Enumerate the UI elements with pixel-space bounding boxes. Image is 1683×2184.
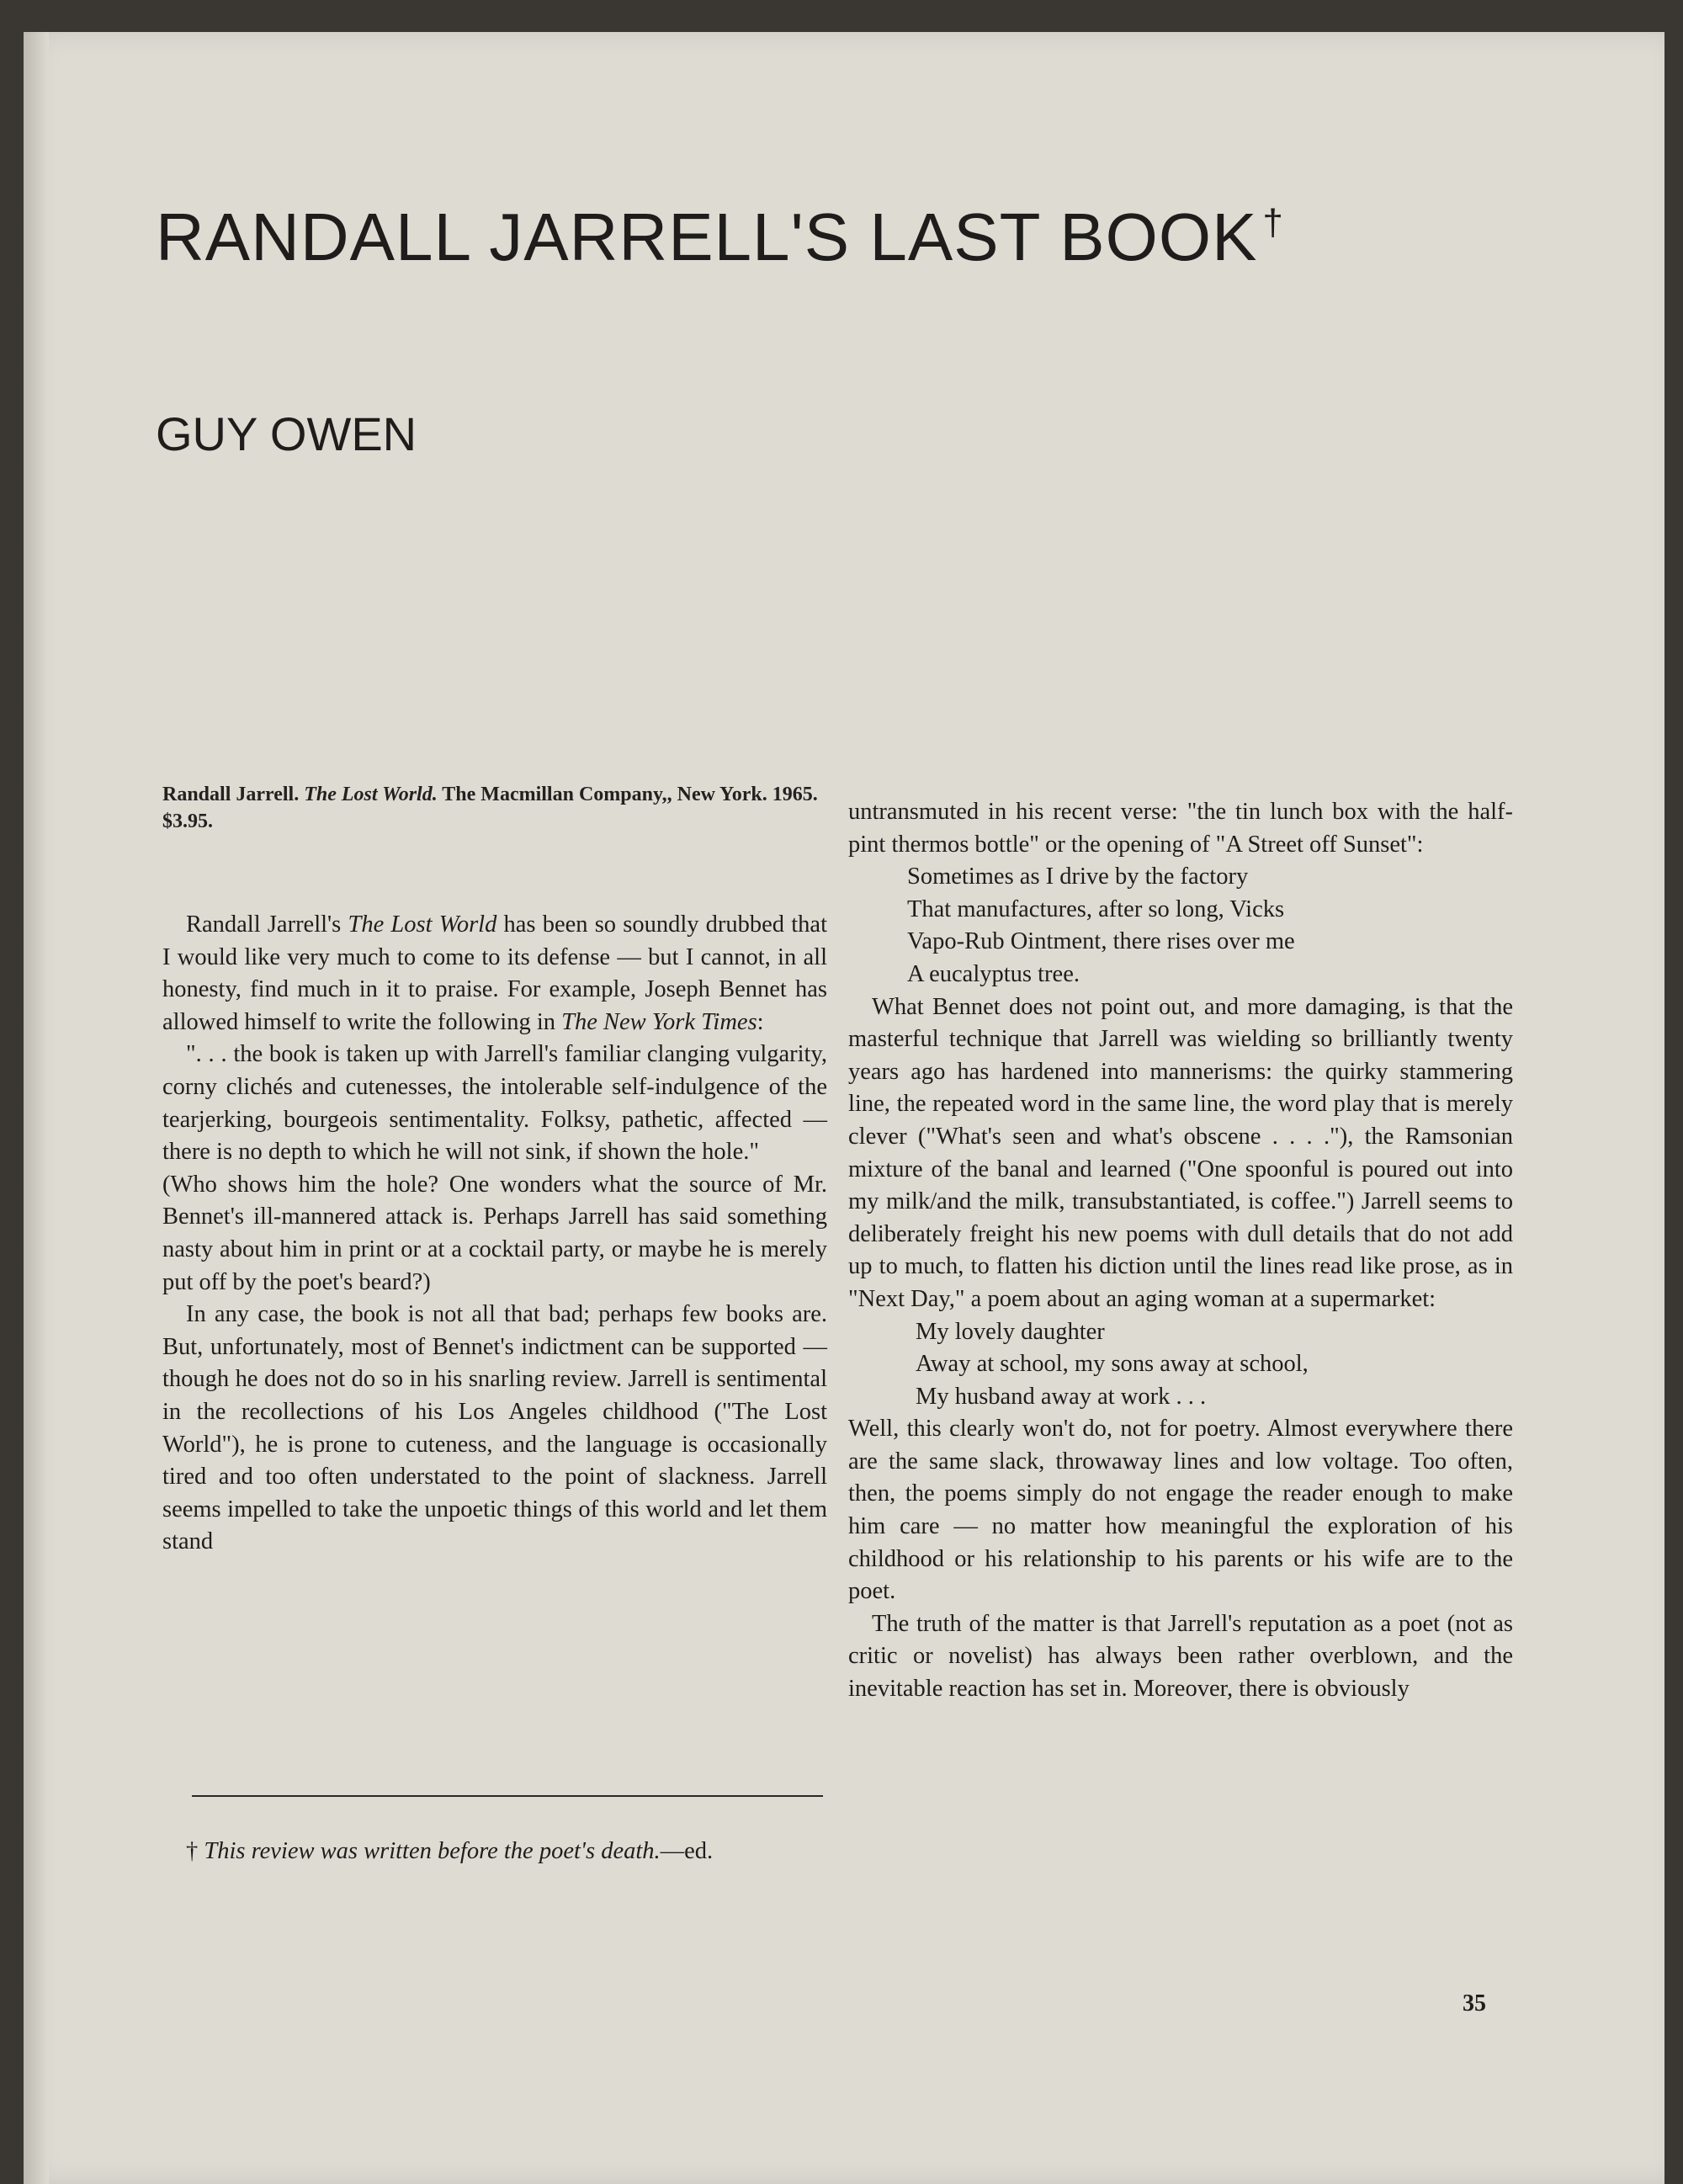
book-citation: Randall Jarrell. The Lost World. The Macmillan Company,, New York. 1965. $3.95. (162, 784, 818, 832)
right-column (848, 796, 1513, 1706)
citation-book-title: The Lost World. (304, 784, 438, 805)
paragraph: (Who shows him the hole? One wonders what the source of Mr. Bennet's ill-mannered attack is. Perhaps Jarrell has said something nasty about him in print or at a cocktail party, or maybe he is merely put off by the poet's beard?) (162, 1171, 827, 1295)
paragraph: In any case, the book is not all that bad; perhaps few books are. But, unfortunately, most of Bennet's indictment can be supported — though he does not do so in his snarling review. Jarrell is sentimental in the recollections of his Los Angeles childhood ("The Lost World"), he is prone to cuteness, and the language is occasionally tired and too often understated to the point of slackness. Jarrell seems impelled to take the unpoetic things of this world and let them stand (162, 1301, 827, 1555)
paragraph: untransmuted in his recent verse: "the tin lunch box with the half-pint thermos bottle" or the opening of "A Street off Sunset": (848, 799, 1513, 858)
paragraph: The truth of the matter is that Jarrell's reputation as a poet (not as critic or novelist) has always been rather overblown, and the inevitable reaction has set in. Moreover, there is obviously (848, 1610, 1513, 1703)
footnote-rule (192, 1795, 823, 1797)
verse-line: My lovely daughter (916, 1318, 1105, 1345)
footnote: † This review was written before the poet's death.—ed. (186, 1838, 714, 1864)
poem-excerpt (848, 861, 1513, 991)
dagger-mark: † (1262, 202, 1284, 243)
verse-line: Sometimes as I drive by the factory (907, 864, 1249, 890)
paragraph: Randall Jarrell's The Lost World has been so soundly drubbed that I would like very much to come to its defense — but I cannot, in all honesty, find much in it to praise. For example, Joseph Bennet has allowed himself to write the following in The New York Times: (162, 911, 827, 1035)
verse-line: Away at school, my sons away at school, (916, 1351, 1309, 1378)
verse-line: A eucalyptus tree. (907, 960, 1080, 987)
quoted-review: ". . . the book is taken up with Jarrell's familiar clanging vulgarity, corny clichés and cutenesses, the intolerable self-indulgence of the tearjerking, bourgeois sentimentality. Folksy, pathetic, affected — there is no depth to which he will not sink, if shown the hole." (162, 1041, 827, 1166)
left-column (162, 909, 827, 1559)
article-title: RANDALL JARRELL'S LAST BOOK † (156, 199, 1284, 274)
page-number: 35 (1463, 1990, 1486, 2017)
paragraph: What Bennet does not point out, and more damaging, is that the masterful technique that Jarrell was wielding so brilliantly twenty years ago has hardened into mannerisms: the quirky stammering line, the repeated word in the same line, the word play that is merely clever ("What's seen and what's obscene . . . ."), the Ramsonian mixture of the banal and learned ("One spoonful is poured out into my milk/and the milk, transubstantiated, is coffee.") Jarrell seems to deliberately freight his new poems with dull details that do not add up to much, to flatten his diction until the lines read like prose, as in "Next Day," a poem about an aging woman at a supermarket: (848, 993, 1513, 1312)
poem-excerpt (848, 1316, 1513, 1414)
verse-line: Vapo-Rub Ointment, there rises over me (907, 928, 1295, 955)
verse-line: My husband away at work . . . (916, 1383, 1207, 1410)
page-gutter (24, 32, 49, 2184)
paragraph: Well, this clearly won't do, not for poetry. Almost everywhere there are the same slack, throwaway lines and low voltage. Too often, then, the poems simply do not engage the reader enough to make him care — no matter how meaningful the exploration of his childhood or his relationship to his parents or his wife are to the poet. (848, 1416, 1513, 1605)
verse-line: That manufactures, after so long, Vicks (907, 895, 1285, 922)
article-author: GUY OWEN (156, 407, 417, 460)
magazine-page (24, 32, 1664, 2184)
